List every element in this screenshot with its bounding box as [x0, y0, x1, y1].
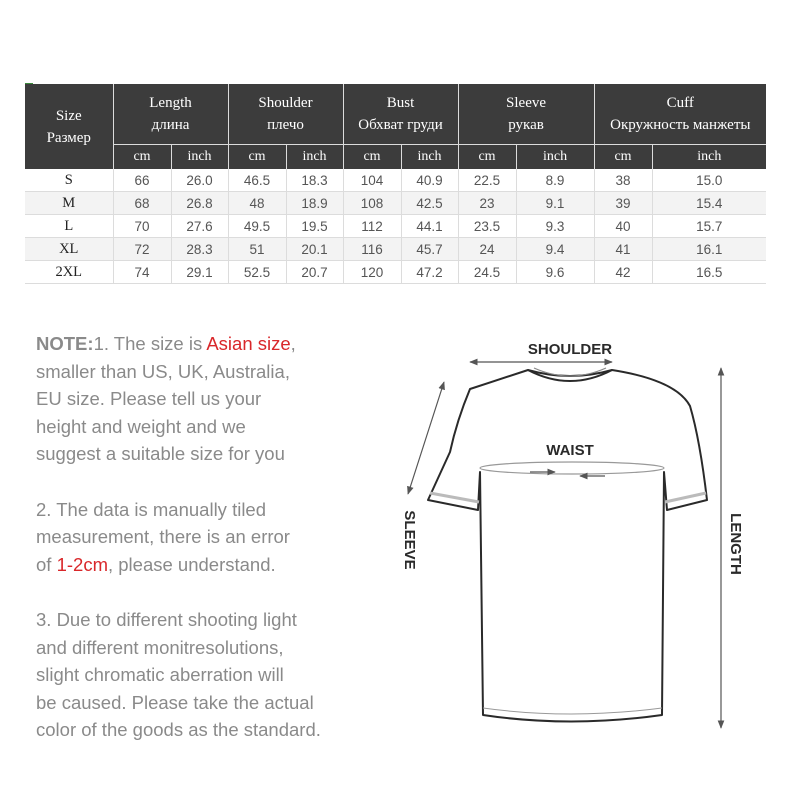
cell: 26.0: [171, 169, 228, 192]
error-range-highlight: 1-2cm: [56, 553, 108, 575]
note-1: NOTE:1. The size is Asian size, smaller than US, UK, Australia, EU size. Please tell us your height and weight and we suggest a suitable size for you: [36, 333, 296, 465]
size-label: S: [25, 169, 113, 192]
cell: 47.2: [401, 261, 458, 284]
cell: 15.7: [652, 215, 766, 238]
cell: 28.3: [171, 238, 228, 261]
size-header: Size Размер: [25, 84, 113, 169]
cell: 116: [343, 238, 401, 261]
cell: 18.9: [286, 192, 343, 215]
tshirt-measurement-diagram: [395, 330, 775, 760]
cell: 68: [113, 192, 171, 215]
cell: 45.7: [401, 238, 458, 261]
cell: 9.3: [516, 215, 594, 238]
unit-inch: inch: [286, 145, 343, 170]
tshirt-outline: [428, 368, 707, 722]
cell: 20.1: [286, 238, 343, 261]
size-chart-table: [25, 84, 766, 284]
cell: 48: [228, 192, 286, 215]
cell: 108: [343, 192, 401, 215]
unit-cm: cm: [113, 145, 171, 170]
cell: 15.0: [652, 169, 766, 192]
unit-inch: inch: [401, 145, 458, 170]
cell: 66: [113, 169, 171, 192]
table-row: [25, 192, 766, 215]
cell: 44.1: [401, 215, 458, 238]
cell: 41: [594, 238, 652, 261]
shoulder-header: Shoulder плечо: [228, 84, 343, 145]
cell: 18.3: [286, 169, 343, 192]
cell: 38: [594, 169, 652, 192]
length-label: LENGTH: [727, 513, 744, 575]
cell: 24.5: [458, 261, 516, 284]
cell: 29.1: [171, 261, 228, 284]
cell: 51: [228, 238, 286, 261]
cell: 26.8: [171, 192, 228, 215]
unit-cm: cm: [458, 145, 516, 170]
cell: 24: [458, 238, 516, 261]
size-label: 2XL: [25, 261, 113, 284]
unit-cm: cm: [594, 145, 652, 170]
cell: 42.5: [401, 192, 458, 215]
cell: 40: [594, 215, 652, 238]
size-label: M: [25, 192, 113, 215]
cell: 8.9: [516, 169, 594, 192]
cell: 16.1: [652, 238, 766, 261]
table-row: [25, 169, 766, 192]
table-header-row: [25, 84, 766, 145]
cell: 74: [113, 261, 171, 284]
cell: 20.7: [286, 261, 343, 284]
cell: 22.5: [458, 169, 516, 192]
cell: 15.4: [652, 192, 766, 215]
sleeve-label: SLEEVE: [401, 510, 418, 570]
unit-header-row: [25, 145, 766, 170]
unit-inch: inch: [652, 145, 766, 170]
size-label: L: [25, 215, 113, 238]
unit-inch: inch: [171, 145, 228, 170]
cell: 16.5: [652, 261, 766, 284]
length-header: Length длина: [113, 84, 228, 145]
cell: 42: [594, 261, 652, 284]
unit-cm: cm: [228, 145, 286, 170]
cell: 120: [343, 261, 401, 284]
cell: 112: [343, 215, 401, 238]
note-2: 2. The data is manually tiled measurement, there is an error of 1-2cm, please understand.: [36, 498, 290, 575]
cell: 40.9: [401, 169, 458, 192]
note-label: NOTE:: [36, 333, 94, 354]
asian-size-highlight: Asian size: [206, 333, 291, 354]
size-notes: [36, 330, 376, 772]
unit-inch: inch: [516, 145, 594, 170]
table-row: [25, 261, 766, 284]
cell: 39: [594, 192, 652, 215]
cell: 27.6: [171, 215, 228, 238]
cell: 9.6: [516, 261, 594, 284]
size-label: XL: [25, 238, 113, 261]
cuff-header: Cuff Окружность манжеты: [594, 84, 766, 145]
cell: 52.5: [228, 261, 286, 284]
cell: 9.1: [516, 192, 594, 215]
sleeve-header: Sleeve рукав: [458, 84, 594, 145]
shoulder-label: SHOULDER: [527, 341, 613, 358]
bust-header: Bust Обхват груди: [343, 84, 458, 145]
cell: 70: [113, 215, 171, 238]
table-row: [25, 215, 766, 238]
cell: 46.5: [228, 169, 286, 192]
table-row: [25, 238, 766, 261]
cell: 104: [343, 169, 401, 192]
cell: 19.5: [286, 215, 343, 238]
cell: 23.5: [458, 215, 516, 238]
unit-cm: cm: [343, 145, 401, 170]
cell: 9.4: [516, 238, 594, 261]
waist-label: WAIST: [546, 442, 594, 459]
note-3: 3. Due to different shooting light and different monitresolutions, slight chromatic aberration will be caused. Please take the actual color of the goods as the standard.: [36, 608, 321, 741]
cell: 72: [113, 238, 171, 261]
cell: 23: [458, 192, 516, 215]
waist-ring: [480, 462, 664, 474]
cell: 49.5: [228, 215, 286, 238]
